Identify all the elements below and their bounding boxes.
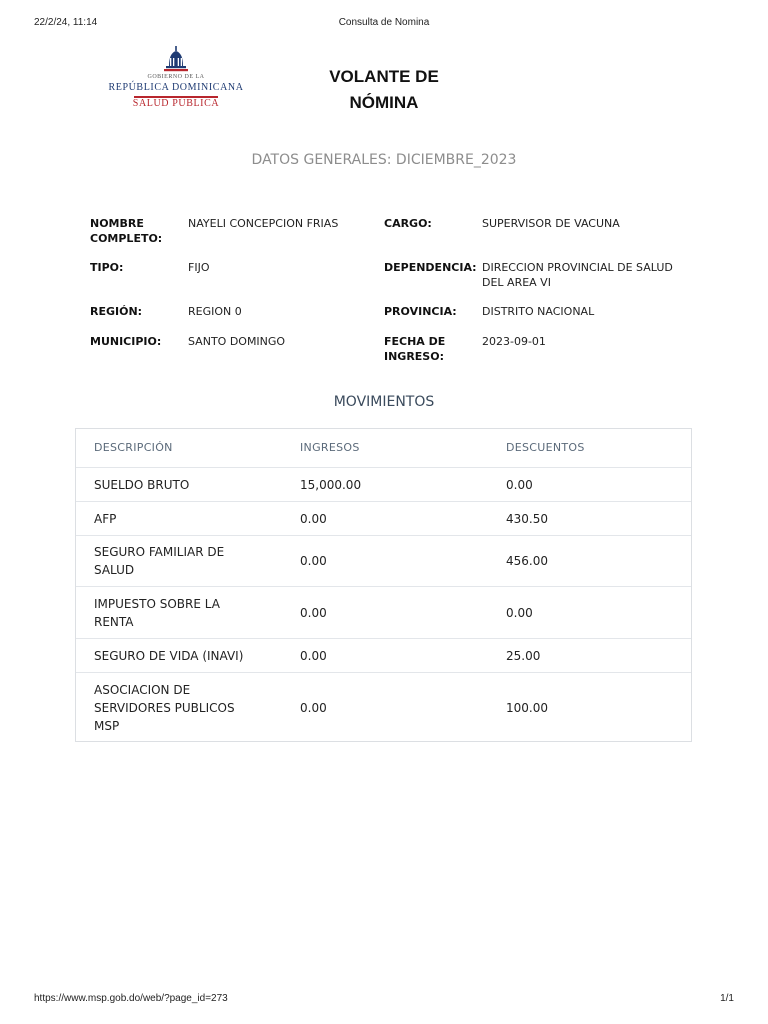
row-deduction: 456.00 bbox=[506, 554, 548, 568]
provincia-value: DISTRITO NACIONAL bbox=[482, 305, 595, 318]
print-footer bbox=[34, 993, 734, 1007]
capitol-dome-icon bbox=[161, 44, 191, 74]
table-row bbox=[76, 673, 691, 742]
row-income: 0.00 bbox=[300, 554, 327, 568]
row-income: 0.00 bbox=[300, 511, 327, 526]
logo-government-text: GOBIERNO DE LA bbox=[147, 74, 205, 80]
nombre-value: NAYELI CONCEPCION FRIAS bbox=[188, 217, 339, 230]
cargo-label: CARGO: bbox=[384, 217, 432, 230]
print-url: https://www.msp.gob.do/web/?page_id=273 bbox=[34, 993, 228, 1004]
movements-heading: MOVIMIENTOS bbox=[333, 394, 435, 410]
movements-table bbox=[75, 428, 692, 742]
document-title-line1: VOLANTE DE bbox=[329, 67, 439, 86]
column-header-ingresos: INGRESOS bbox=[300, 441, 360, 454]
tipo-label: TIPO: bbox=[90, 261, 124, 274]
row-deduction: 100.00 bbox=[506, 700, 548, 715]
row-deduction: 0.00 bbox=[506, 605, 533, 620]
row-description: SUELDO BRUTO bbox=[94, 477, 190, 492]
dependencia-label: DEPENDENCIA: bbox=[384, 261, 477, 274]
dependencia-value: DIRECCION PROVINCIAL DE SALUD DEL AREA VI bbox=[482, 261, 673, 289]
row-deduction: 25.00 bbox=[506, 648, 541, 663]
row-description: AFP bbox=[94, 511, 117, 526]
print-page-number: 1/1 bbox=[720, 993, 734, 1004]
table-header-row bbox=[76, 429, 691, 468]
row-deduction: 430.50 bbox=[506, 511, 548, 526]
row-description: SEGURO FAMILIAR DE SALUD bbox=[94, 545, 225, 577]
document-title bbox=[284, 64, 484, 116]
row-description: ASOCIACION DE SERVIDORES PUBLICOS MSP bbox=[94, 682, 235, 733]
fecha-ingreso-value: 2023-09-01 bbox=[482, 335, 546, 348]
provincia-label: PROVINCIA: bbox=[384, 305, 457, 318]
fecha-ingreso-label: FECHA DE INGRESO: bbox=[384, 335, 446, 363]
table-row bbox=[76, 587, 691, 639]
column-header-descripcion: DESCRIPCIÓN bbox=[94, 441, 173, 454]
column-header-descuentos: DESCUENTOS bbox=[506, 441, 585, 454]
logo-country-text: REPÚBLICA DOMINICANA bbox=[108, 82, 244, 93]
ministry-logo bbox=[106, 44, 246, 112]
print-datetime: 22/2/24, 11:14 bbox=[34, 17, 98, 28]
logo-ministry-text: SALUD PÚBLICA bbox=[132, 98, 220, 109]
row-income: 0.00 bbox=[300, 700, 327, 715]
table-row bbox=[76, 502, 691, 536]
tipo-value: FIJO bbox=[188, 261, 210, 274]
municipio-value: SANTO DOMINGO bbox=[188, 335, 286, 348]
row-income: 0.00 bbox=[300, 648, 327, 663]
municipio-label: MUNICIPIO: bbox=[90, 335, 162, 348]
cargo-value: SUPERVISOR DE VACUNA bbox=[482, 217, 620, 230]
region-label: REGIÓN: bbox=[90, 305, 143, 318]
table-row bbox=[76, 468, 691, 502]
print-header bbox=[34, 17, 734, 31]
row-income: 15,000.00 bbox=[300, 477, 362, 492]
row-description: SEGURO DE VIDA (INAVI) bbox=[94, 648, 244, 663]
nombre-label: NOMBRE COMPLETO: bbox=[90, 217, 163, 245]
document-title-line2: NÓMINA bbox=[349, 93, 419, 112]
general-data-heading: DATOS GENERALES: DICIEMBRE_2023 bbox=[251, 152, 517, 168]
table-row bbox=[76, 536, 691, 587]
row-income: 0.00 bbox=[300, 605, 327, 620]
print-page-title: Consulta de Nomina bbox=[338, 17, 430, 28]
row-description: IMPUESTO SOBRE LA RENTA bbox=[94, 596, 220, 629]
region-value: REGION 0 bbox=[188, 305, 242, 318]
table-row bbox=[76, 639, 691, 673]
row-deduction: 0.00 bbox=[506, 477, 533, 492]
